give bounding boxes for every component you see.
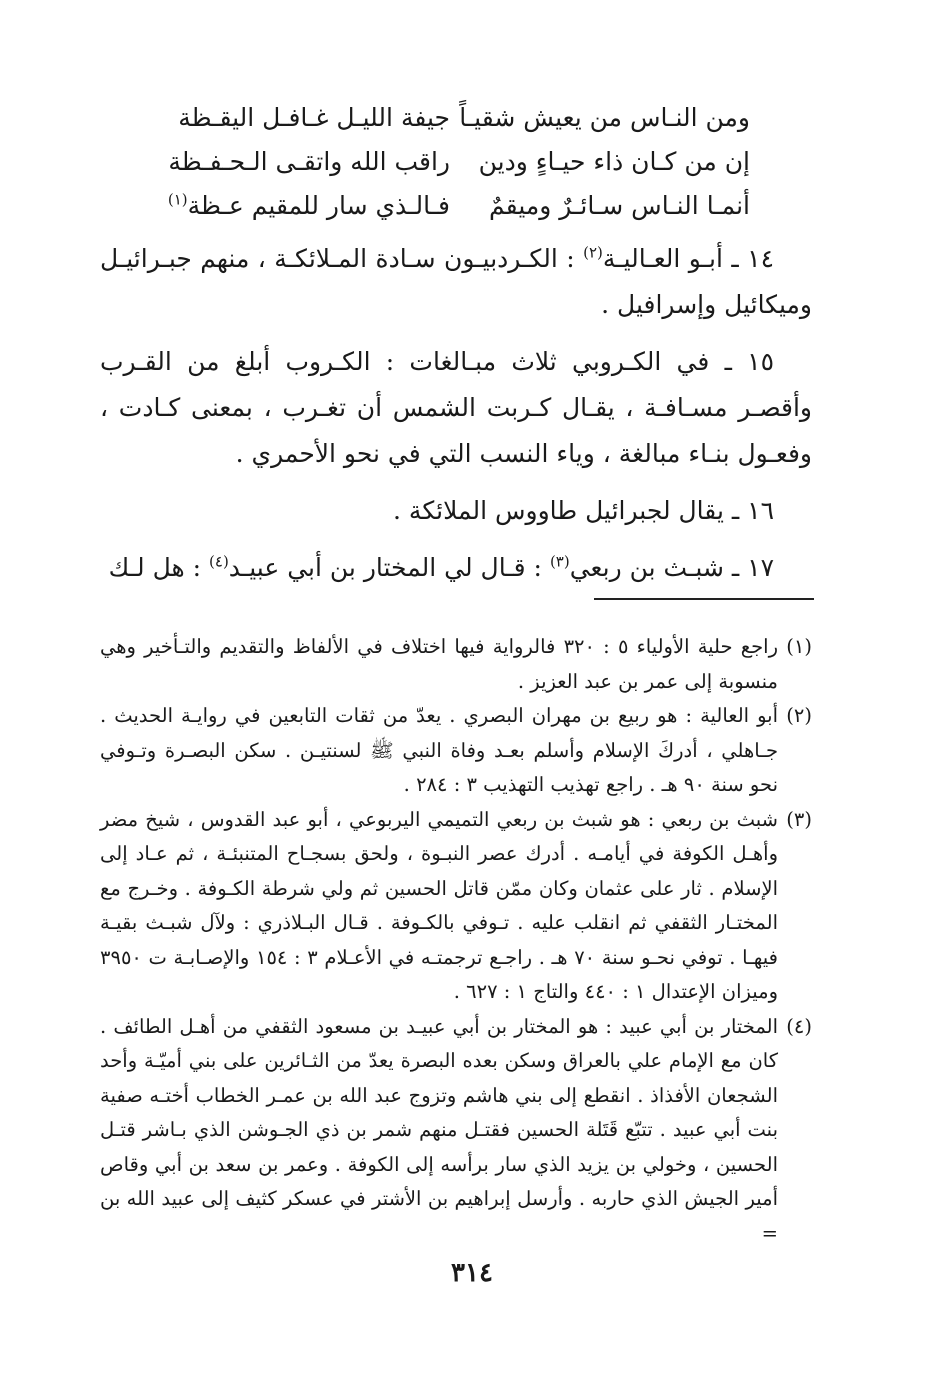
main-text [100,236,812,602]
footnote-ref: (٤) [209,552,229,571]
verse-second-hemistich [160,184,450,228]
footnotes [100,630,812,1251]
footnote [100,699,812,803]
entry-text: في الكـروبي ثلاث مبـالغات : الكـروب أبلغ من القـرب وأقصـر مسـافـة ، يقـال كـربت الشمس أن تغـرب ، بمعنى كـادت ، وفعـول بنـاء مبالغة ، وياء النسب التي في نحو الأحمري . [100,347,812,468]
footnote-text: راجع حلية الأولياء ٥ : ٣٢٠ فالرواية فيها اختلاف في الألفاظ والتقديم والتـأخير وهي منسوبة إلى عمر بن عبد العزيز . [100,635,778,693]
entry-17 [100,545,812,591]
footnote-separator [594,598,814,600]
verse-first-hemistich: أنمـا النـاس سـائـرٌ وميقمٌ [489,191,750,220]
footnote [100,630,812,699]
verse-second-hemistich: جيفة الليـل غـافـل اليقـظة [178,103,450,132]
footnote-ref: (٢) [583,243,603,262]
poem-block [160,96,750,228]
verse-first-hemistich: ومن النـاس من يعيش شقيـاً [459,103,750,132]
entry-text: : قـال لي المختار بن أبي عبيـد [228,553,542,582]
poem-verse [160,140,750,184]
entry-number: ١٤ ـ [731,244,775,273]
footnote-number: (٢) [786,704,812,727]
entry-text-end: : هل لـك [108,553,202,582]
entry-15 [100,339,812,477]
footnote [100,1010,812,1252]
poem-verse [160,184,750,228]
footnote-text: شبث بن ربعي : هو شبث بن ربعي التميمي اليربوعي ، أبو عبد القدوس ، شيخ مضر وأهـل الكوفة في أيامـه . أدرك عصر النبـوة ، ولحق بسجـاح المتنبئـة ، ثم عـاد إلى الإسلام . ثار على عثمان وكان ممّن قاتل الحسين ثم ولي شرطة الكـوفة . وخـرج مع المختـار الثقفي ثم انقلب عليه . تـوفي بالكـوفة . قـال البـلاذري : ولآل شبـث بقيـة فيهـا . توفي نحـو سنة ٧٠ هـ . راجـع ترجمتـه في الأعـلام ٣ : ١٥٤ والإصـابـة ت ٣٩٥٠ وميزان الإعتدال ١ : ٤٤٠ والتاج ١ : ٦٢٧ . [100,807,778,1003]
footnote-ref: (٣) [549,552,570,571]
verse-second-text: فـالـذي سار للمقيم عـظة [187,191,450,220]
entry-text: يقال لجبرائيل طاووس الملائكة . [393,496,724,525]
entry-number: ١٧ ـ [731,553,774,582]
footnote-number: (٣) [786,807,812,831]
entry-number: ١٥ ـ [724,347,775,376]
poem-verse [160,96,750,140]
footnote-number: (٤) [786,1014,812,1038]
entry-head: شبـث بن ربعي [569,553,724,582]
page-number: ٣١٤ [451,1258,493,1288]
footnote-ref: (١) [167,190,188,209]
footnote-text: المختار بن أبي عبيد : هو المختار بن أبي عبيـد بن مسعود الثقفي من أهـل الطائف . كان مع الإمام علي بالعراق وسكن بعده البصرة يعدّ من الثـائرين على بني أميّـة وأحد الشجعان الأفذاذ . انقطع إلى بني هاشم وتزوج عبد الله بن عمـر الخطاب أختـه صفية بنت أبي عبيد . تتبّع قَتَلة الحسين فقتـل منهم شمر بن ذي الجـوشن الذي بـاشر قتـل الحسين ، وخولي بن يزيد الذي سار برأسه إلى الكوفة . وعمر بن سعد بن أبي وقاص أمير الجيش الذي حاربه . وأرسل إبراهيم بن الأشتر في عسكر كثيف إلى عبيد الله بن = [100,1014,778,1245]
verse-first-hemistich: إن من كـان ذاء حيـاءٍ ودين [478,147,750,176]
footnote-number: (١) [786,635,812,658]
entry-16 [100,488,812,534]
footnote [100,803,812,1010]
verse-second-hemistich: راقب الله واتقـى الـحـفـظة [168,147,450,176]
entry-number: ١٦ ـ [731,496,774,525]
footnote-text: أبو العالية : هو ربيع بن مهران البصري . يعدّ من ثقات التابعين في روايـة الحديث . جـاهلي ، أدركَ الإسلام وأسلم بعـد وفاة النبي ﷺ لسنتيـن . سكن البصـرة وتـوفي نحو سنة ٩٠ هـ . راجع تهذيب التهذيب ٣ : ٢٨٤ . [100,704,778,796]
entry-14 [100,236,812,328]
entry-head: أبـو العـاليـة [602,244,723,273]
entry-text: : الكـردبيـون سـادة المـلائكـة ، منهم جبـرائيـل وميكائيل وإسرافيل . [100,244,812,319]
